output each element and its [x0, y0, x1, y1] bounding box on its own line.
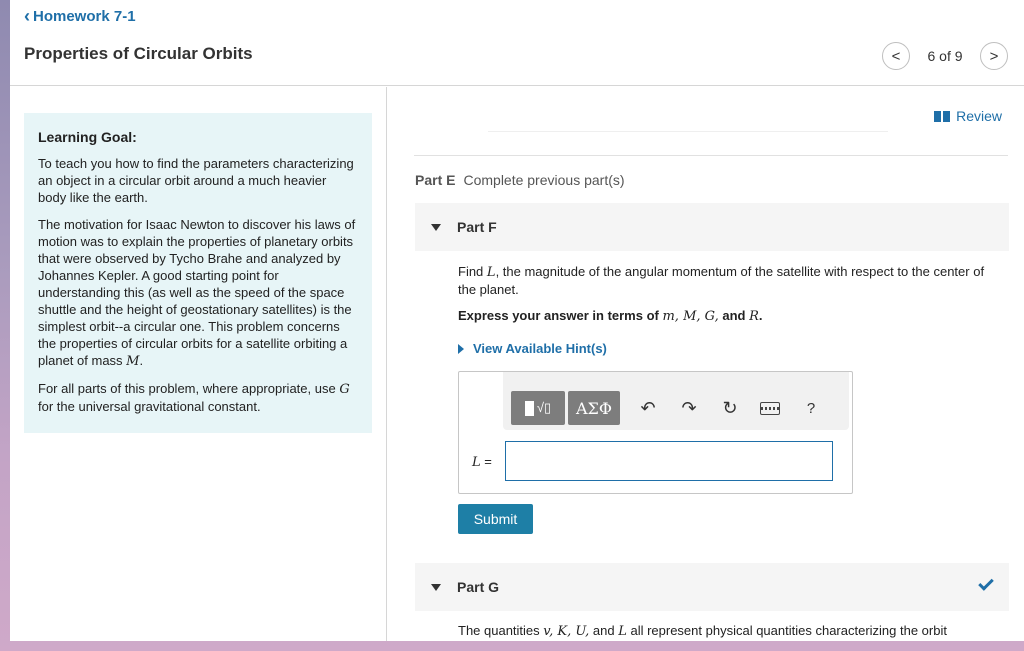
part-e-row — [415, 172, 625, 188]
templates-button[interactable] — [511, 391, 565, 425]
constant-note — [38, 380, 358, 415]
checkmark-icon — [978, 575, 994, 591]
intro-paragraph: The motivation for Isaac Newton to discover his laws of motion was to explain the properties of planetary orbits that were observed by Tycho Brahe and analyzed by Johannes Kepler. A good starting point for understanding this (as well as the speed of the space shuttle and the height of geostationary satellites) is the simplest orbit--a circular one. This problem concerns the properties of circular orbits for a satellite orbiting a planet of mass M. — [38, 217, 356, 369]
chevron-left-icon: < — [891, 47, 901, 65]
constant-note-pre: For all parts of this problem, where appropriate, use — [38, 381, 336, 396]
review-link[interactable] — [934, 108, 1002, 124]
angular-momentum-variable: L — [486, 265, 496, 280]
learning-goal-pane — [10, 87, 387, 641]
chevron-right-icon: > — [989, 47, 999, 65]
math-toolbar — [503, 372, 849, 430]
item-count: 6 of 9 — [927, 48, 963, 64]
header-bar — [10, 0, 1024, 86]
redo-button[interactable] — [674, 391, 704, 425]
caret-right-icon — [458, 344, 464, 354]
constant-note-post: for the universal gravitational constant. — [38, 399, 261, 414]
next-item-button[interactable] — [980, 42, 1008, 70]
redo-icon: ↷ — [681, 397, 697, 418]
part-g-label: Part G — [457, 579, 500, 595]
hints-label: View Available Hint(s) — [473, 341, 607, 356]
answer-variable: L — [472, 455, 481, 470]
part-f-header[interactable] — [415, 203, 1009, 251]
submit-button[interactable]: Submit — [458, 504, 533, 534]
back-to-assignment-link[interactable] — [24, 7, 136, 25]
sqrt-template-icon: √▯ — [536, 400, 552, 415]
book-icon — [934, 111, 950, 122]
part-e-label: Part E — [415, 172, 456, 188]
answer-editor — [458, 371, 853, 494]
keyboard-shortcuts-button[interactable] — [755, 391, 785, 425]
part-g-last-variable: L — [618, 624, 627, 639]
part-f-label: Part F — [457, 219, 497, 235]
answer-instruction: Express your answer in terms of m, M, G, and R. — [458, 308, 763, 324]
instruction-variables: m, M, G, — [662, 309, 719, 324]
reset-icon: ↻ — [722, 397, 738, 418]
help-button[interactable]: ? — [806, 399, 816, 417]
reset-button[interactable] — [715, 391, 745, 425]
part-g-variables: v, K, U, — [543, 624, 590, 639]
divider — [488, 131, 888, 132]
instruction-and: and — [722, 308, 746, 323]
learning-goal-text: To teach you how to find the parameters characterizing an object in a circular orbit around a much heavier body like the earth. — [38, 156, 354, 205]
item-pager — [882, 42, 1008, 70]
instruction-pre: Express your answer in terms of — [458, 308, 659, 323]
part-e-status: Complete previous part(s) — [463, 172, 625, 188]
problem-page — [10, 0, 1024, 641]
view-hints-toggle[interactable] — [458, 341, 607, 356]
previous-item-button[interactable] — [882, 42, 910, 70]
part-f-question — [458, 263, 988, 298]
answer-label — [472, 454, 492, 470]
answer-equals: = — [480, 454, 492, 469]
greek-symbols-button[interactable]: ΑΣΦ — [568, 391, 620, 425]
learning-goal-box — [24, 113, 372, 433]
answer-input[interactable] — [505, 441, 833, 481]
learning-goal-heading: Learning Goal: — [38, 129, 137, 145]
part-g-header[interactable] — [415, 563, 1009, 611]
part-g-pre: The quantities — [458, 623, 540, 638]
question-post: , the magnitude of the angular momentum of the satellite with respect to the center of the planet. — [458, 264, 985, 297]
intro-text: The motivation for Isaac Newton to discover his laws of motion was to explain the properties of planetary orbits that were observed by Tycho Brahe and analyzed by Johannes Kepler. A good starting point for understanding this (as well as the speed of the space shuttle and the height of geostationary satellites) is the simplest orbit--a circular one. This problem concerns the properties of circular orbits for a satellite orbiting a planet of mass — [38, 217, 356, 368]
divider — [414, 155, 1008, 156]
template-block-icon — [525, 401, 534, 416]
back-link-label: Homework 7-1 — [33, 7, 136, 25]
gravitational-constant-variable: G — [339, 382, 350, 397]
mass-variable: M — [126, 354, 140, 369]
question-pre: Find — [458, 264, 484, 279]
part-g-post: all represent physical quantities characterizing the orbit — [630, 623, 947, 638]
chevron-left-icon: ‹ — [24, 6, 30, 26]
part-g-and: and — [592, 623, 615, 638]
caret-down-icon — [431, 584, 441, 591]
undo-icon: ↶ — [640, 397, 656, 418]
page-title: Properties of Circular Orbits — [24, 44, 253, 63]
part-g-intro — [458, 623, 947, 639]
caret-down-icon — [431, 224, 441, 231]
radius-variable: R — [749, 309, 759, 324]
review-label: Review — [956, 108, 1002, 124]
undo-button[interactable] — [633, 391, 663, 425]
keyboard-icon — [760, 402, 780, 415]
parts-pane — [388, 87, 1024, 641]
